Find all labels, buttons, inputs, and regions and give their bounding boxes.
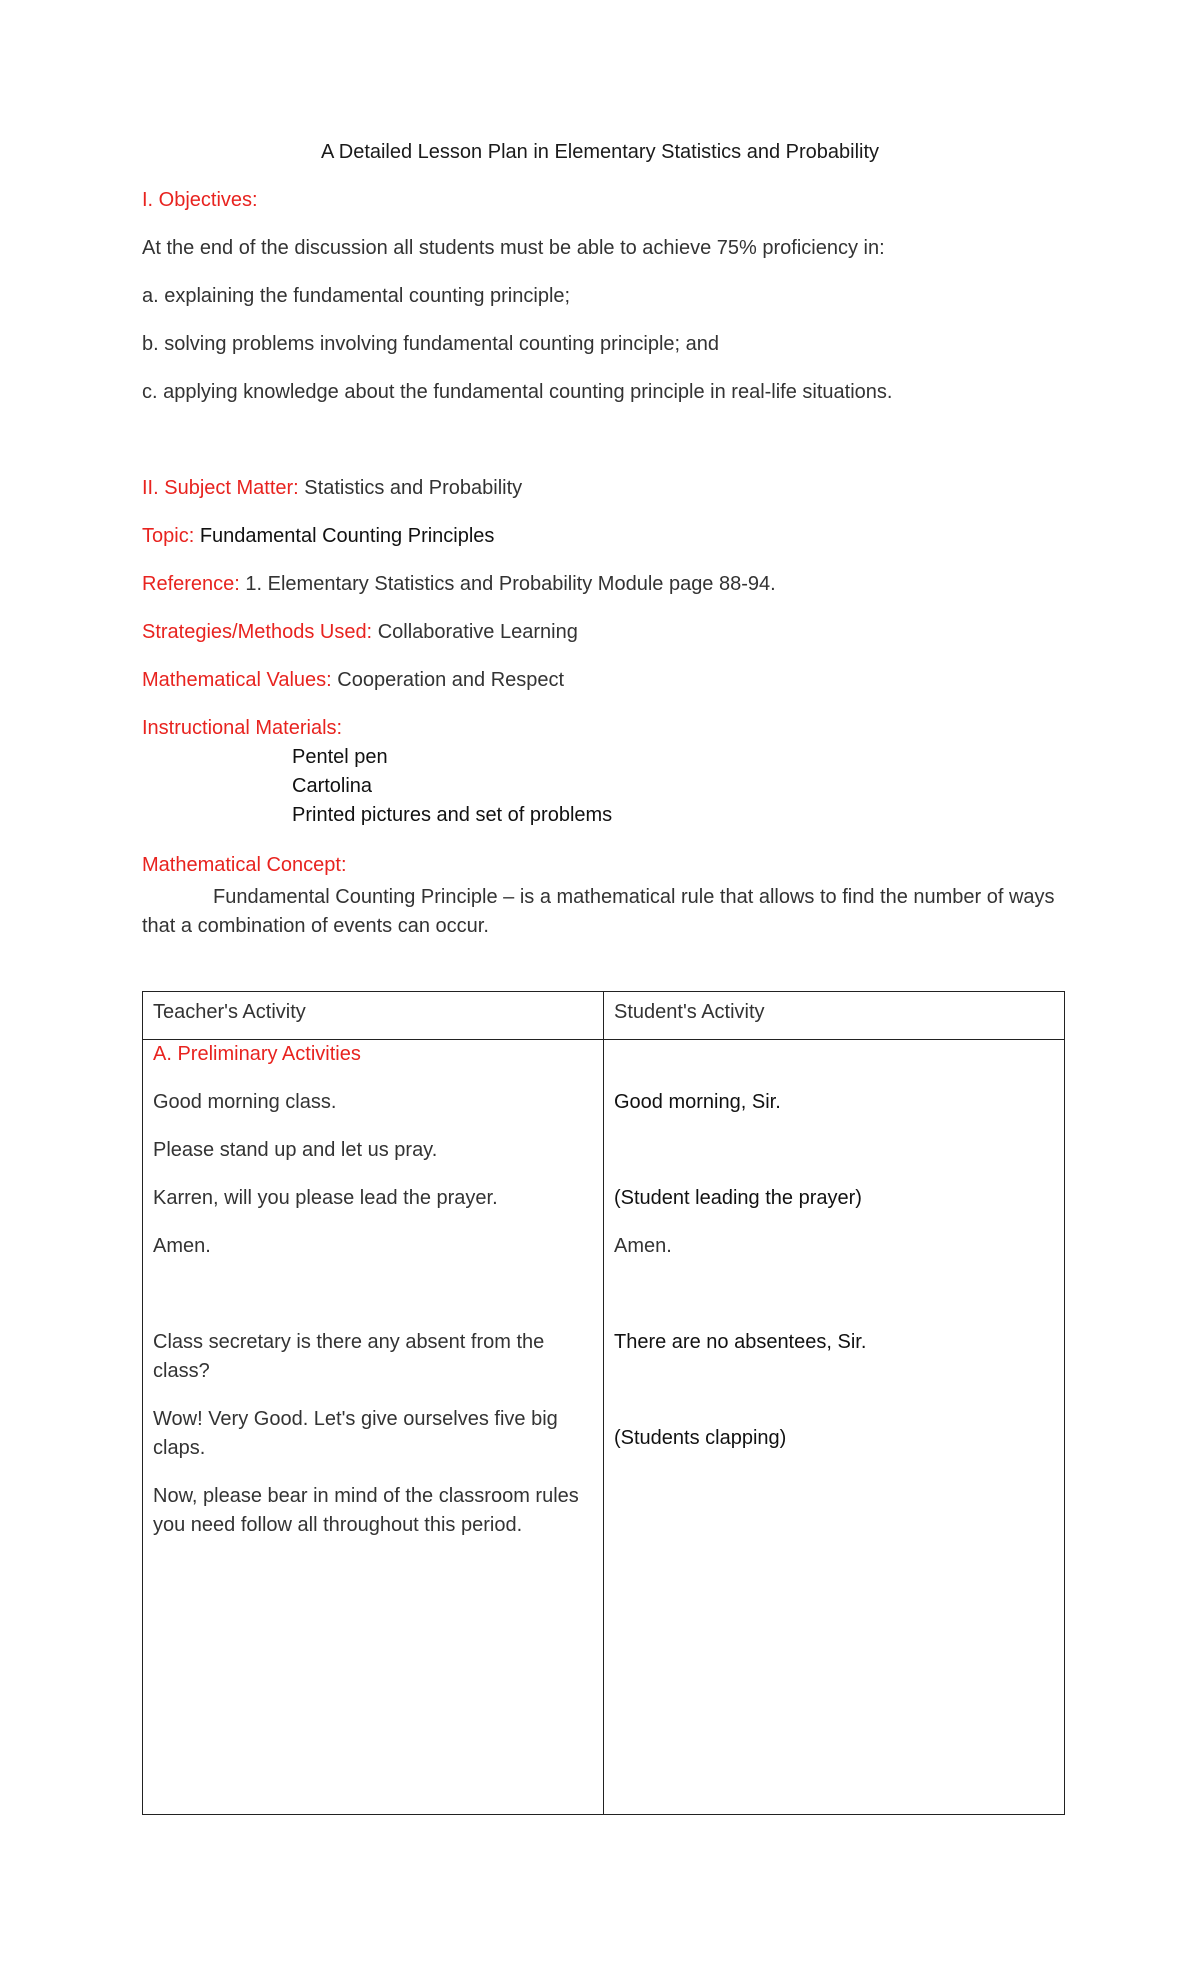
student-line: There are no absentees, Sir. xyxy=(614,1331,867,1353)
values-value: Cooperation and Respect xyxy=(337,669,565,691)
topic-label: Topic: xyxy=(142,525,195,547)
teacher-activity-cell xyxy=(143,1040,604,1815)
material-item: Printed pictures and set of problems xyxy=(292,804,613,826)
material-item: Pentel pen xyxy=(292,746,388,768)
teacher-line: Class secretary is there any absent from the class? xyxy=(153,1331,545,1382)
teacher-line: Now, please bear in mind of the classroom rules you need follow all throughout this period. xyxy=(153,1485,579,1536)
material-item: Cartolina xyxy=(292,775,373,797)
topic-line xyxy=(142,525,494,548)
reference-line xyxy=(142,573,776,596)
objective-item-b: b. solving problems involving fundamental counting principle; and xyxy=(142,333,720,355)
teacher-activity-header: Teacher's Activity xyxy=(153,1001,306,1023)
student-activity-header-cell xyxy=(604,992,1065,1040)
reference-value: 1. Elementary Statistics and Probability Module page 88-94. xyxy=(245,573,776,595)
teacher-line: Good morning class. xyxy=(153,1091,337,1113)
teacher-line: Wow! Very Good. Let's give ourselves five big claps. xyxy=(153,1408,558,1459)
student-line: Amen. xyxy=(614,1235,672,1257)
objectives-intro: At the end of the discussion all students must be able to achieve 75% proficiency in: xyxy=(142,237,885,259)
teacher-line: Karren, will you please lead the prayer. xyxy=(153,1187,498,1209)
student-activity-cell xyxy=(604,1040,1065,1815)
concept-text: Fundamental Counting Principle – is a mathematical rule that allows to find the number of ways that a combination of events can occur. xyxy=(142,886,1055,937)
objectives-heading: I. Objectives: xyxy=(142,189,258,211)
values-line xyxy=(142,669,564,692)
objective-item-c: c. applying knowledge about the fundamental counting principle in real-life situations. xyxy=(142,381,893,403)
table-header-row xyxy=(143,992,1065,1040)
teacher-activity-header-cell xyxy=(143,992,604,1040)
subject-matter-line xyxy=(142,477,522,500)
concept-text-block xyxy=(142,883,1062,941)
teacher-line: Please stand up and let us pray. xyxy=(153,1139,438,1161)
student-line: Good morning, Sir. xyxy=(614,1091,781,1113)
table-body-row xyxy=(143,1040,1065,1815)
objective-item-a: a. explaining the fundamental counting principle; xyxy=(142,285,571,307)
teacher-line: Amen. xyxy=(153,1235,211,1257)
subject-matter-label: II. Subject Matter: xyxy=(142,477,299,499)
strategies-value: Collaborative Learning xyxy=(377,621,578,643)
strategies-label: Strategies/Methods Used: xyxy=(142,621,373,643)
materials-heading: Instructional Materials: xyxy=(142,717,343,739)
subject-matter-value: Statistics and Probability xyxy=(304,477,523,499)
student-line: (Students clapping) xyxy=(614,1427,787,1449)
topic-value: Fundamental Counting Principles xyxy=(199,525,495,547)
student-line: (Student leading the prayer) xyxy=(614,1187,862,1209)
student-activity-header: Student's Activity xyxy=(614,1001,765,1023)
concept-heading: Mathematical Concept: xyxy=(142,854,347,876)
reference-label: Reference: xyxy=(142,573,240,595)
activity-table xyxy=(142,991,1065,1815)
strategies-line xyxy=(142,621,578,644)
document-title: A Detailed Lesson Plan in Elementary Statistics and Probability xyxy=(320,141,880,163)
values-label: Mathematical Values: xyxy=(142,669,332,691)
preliminary-activities-heading: A. Preliminary Activities xyxy=(153,1043,361,1065)
